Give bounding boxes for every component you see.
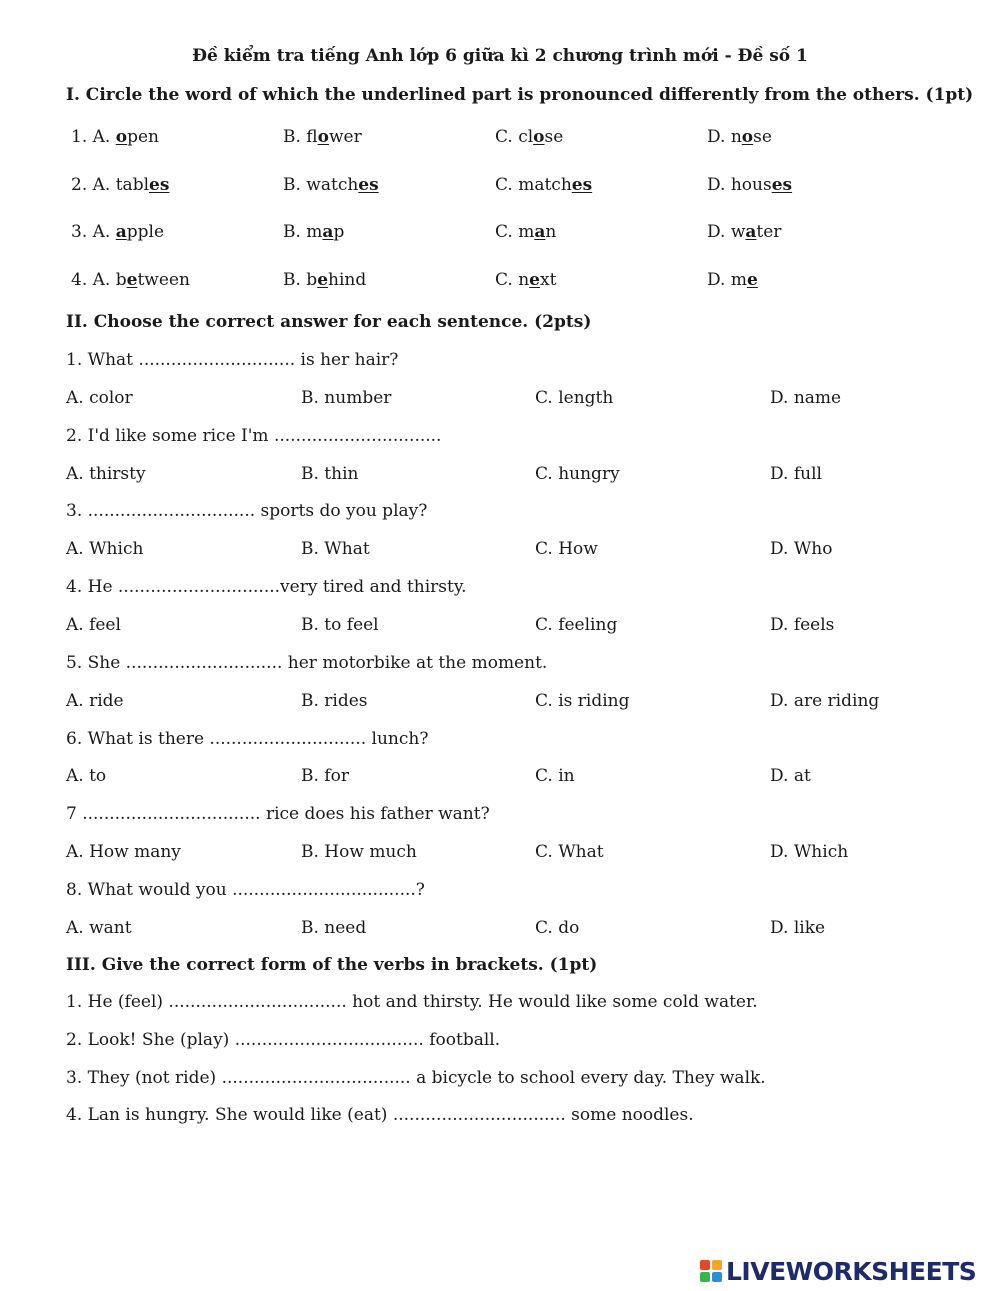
page-title: Đề kiểm tra tiếng Anh lớp 6 giữa kì 2 chương trình mới - Đề số 1: [192, 46, 808, 66]
pronunciation-option: [71, 220, 164, 244]
answer-option: C. in: [535, 766, 575, 787]
question-text: 7 ................................. rice does his father want?: [66, 804, 490, 825]
underlined-part: e: [746, 270, 758, 290]
option-text: B. fl: [283, 127, 318, 147]
pronunciation-option: [707, 220, 781, 244]
pronunciation-option: [495, 220, 556, 244]
option-text: n: [545, 222, 557, 242]
logo-tile: [700, 1272, 710, 1282]
option-text: B. b: [283, 270, 318, 290]
answer-option: C. do: [535, 917, 580, 938]
answer-option: A. color: [66, 387, 133, 408]
pronunciation-option: [283, 268, 366, 292]
pronunciation-option: [283, 125, 362, 149]
pronunciation-option: [495, 125, 563, 149]
pronunciation-option: [495, 173, 592, 197]
answer-option: D. full: [770, 463, 822, 484]
question-text: 8. What would you ..................................?: [66, 879, 425, 900]
answer-option: A. ride: [66, 690, 124, 711]
answer-option: D. Which: [770, 842, 849, 862]
option-text: se: [753, 127, 772, 147]
liveworksheets-logo[interactable]: [700, 1255, 976, 1287]
underlined-part: o: [533, 127, 545, 147]
answer-option: D. name: [770, 387, 842, 408]
underlined-part: a: [745, 222, 757, 242]
underlined-part: o: [317, 127, 329, 147]
verb-exercise-line: 2. Look! She (play) ................................... football.: [66, 1029, 501, 1050]
logo-text: LIVEWORKSHEETS: [726, 1256, 977, 1286]
answer-option: C. is riding: [535, 690, 630, 711]
option-text: tween: [137, 270, 190, 290]
answer-option: B. thin: [301, 463, 359, 484]
option-text: ter: [756, 222, 782, 242]
question-text: 1. What ............................. is her hair?: [66, 350, 399, 370]
answer-option: A. want: [66, 917, 132, 938]
option-text: C. n: [495, 270, 530, 290]
pronunciation-option: [71, 268, 190, 292]
option-text: hind: [328, 270, 367, 290]
answer-option: A. thirsty: [66, 463, 146, 484]
verb-exercise-line: 3. They (not ride) ................................... a bicycle to school every day. They walk.: [66, 1067, 766, 1088]
underlined-part: a: [322, 222, 334, 242]
section2-heading: II. Choose the correct answer for each sentence. (2pts): [66, 312, 592, 332]
answer-option: B. What: [301, 539, 370, 560]
option-text: pple: [126, 222, 165, 242]
underlined-part: e: [529, 270, 540, 290]
answer-option: B. to feel: [301, 614, 379, 635]
option-text: A.: [92, 222, 116, 242]
option-text: A. b: [92, 270, 127, 290]
section1-heading: I. Circle the word of which the underlined part is pronounced differently from the others. (1pt): [66, 85, 974, 105]
option-text: D. hous: [707, 175, 772, 195]
underlined-part: es: [771, 175, 793, 195]
underlined-part: a: [534, 222, 546, 242]
answer-option: B. need: [301, 917, 367, 938]
item-number: 4.: [71, 270, 88, 290]
answer-option: C. How: [535, 539, 598, 560]
option-text: D. w: [707, 222, 746, 242]
item-number: 3.: [71, 222, 88, 242]
option-text: xt: [540, 270, 557, 290]
answer-option: C. hungry: [535, 463, 620, 484]
pronunciation-option: [707, 125, 772, 149]
pronunciation-option: [71, 173, 169, 197]
pronunciation-option: [283, 220, 344, 244]
option-text: A. tabl: [92, 175, 150, 195]
answer-option: B. for: [301, 766, 349, 787]
answer-option: A. feel: [66, 614, 121, 635]
option-text: D. n: [707, 127, 742, 147]
pronunciation-option: [707, 173, 792, 197]
underlined-part: o: [741, 127, 754, 147]
liveworksheets-logo-icon: [700, 1260, 722, 1282]
option-text: C. cl: [495, 127, 534, 147]
underlined-part: o: [115, 127, 128, 147]
option-text: D. m: [707, 270, 747, 290]
item-number: 1.: [71, 127, 88, 147]
option-text: B. m: [283, 222, 323, 242]
verb-exercise-line: 1. He (feel) ................................. hot and thirsty. He would like some cold water.: [66, 992, 758, 1012]
item-number: 2.: [71, 175, 88, 195]
option-text: A.: [92, 127, 116, 147]
question-text: 4. He ..............................very tired and thirsty.: [66, 577, 467, 598]
option-text: C. m: [495, 222, 535, 242]
pronunciation-option: [495, 268, 556, 292]
logo-tile: [712, 1260, 722, 1270]
question-text: 2. I'd like some rice I'm ...............................: [66, 425, 442, 446]
underlined-part: es: [358, 175, 379, 195]
pronunciation-option: [707, 268, 758, 292]
answer-option: B. rides: [301, 690, 368, 711]
answer-option: D. like: [770, 917, 826, 938]
answer-option: C. feeling: [535, 614, 618, 635]
option-text: p: [333, 222, 345, 242]
answer-option: C. length: [535, 387, 614, 408]
pronunciation-option: [283, 173, 379, 197]
question-text: 3. ............................... sports do you play?: [66, 501, 428, 522]
underlined-part: e: [126, 270, 138, 290]
option-text: pen: [127, 127, 159, 147]
answer-option: B. How much: [301, 842, 417, 862]
option-text: wer: [328, 127, 362, 147]
option-text: B. watch: [283, 175, 359, 195]
answer-option: C. What: [535, 842, 604, 862]
pronunciation-option: [71, 125, 159, 149]
answer-option: D. are riding: [770, 690, 880, 711]
answer-option: D. at: [770, 766, 811, 787]
answer-option: A. Which: [66, 539, 144, 560]
answer-option: A. How many: [66, 842, 181, 862]
underlined-part: e: [317, 270, 329, 290]
question-text: 5. She ............................. her motorbike at the moment.: [66, 652, 548, 673]
section3-heading: III. Give the correct form of the verbs in brackets. (1pt): [66, 955, 598, 975]
question-text: 6. What is there ............................. lunch?: [66, 728, 429, 749]
answer-option: B. number: [301, 387, 392, 408]
logo-tile: [700, 1260, 710, 1270]
option-text: se: [544, 127, 564, 147]
answer-option: A. to: [66, 766, 107, 787]
option-text: C. match: [495, 175, 572, 195]
answer-option: D. Who: [770, 539, 833, 560]
answer-option: D. feels: [770, 614, 835, 635]
logo-tile: [712, 1272, 722, 1282]
underlined-part: a: [115, 222, 127, 242]
underlined-part: es: [571, 175, 593, 195]
verb-exercise-line: 4. Lan is hungry. She would like (eat) ................................ some noodles.: [66, 1105, 694, 1126]
underlined-part: es: [149, 175, 170, 195]
